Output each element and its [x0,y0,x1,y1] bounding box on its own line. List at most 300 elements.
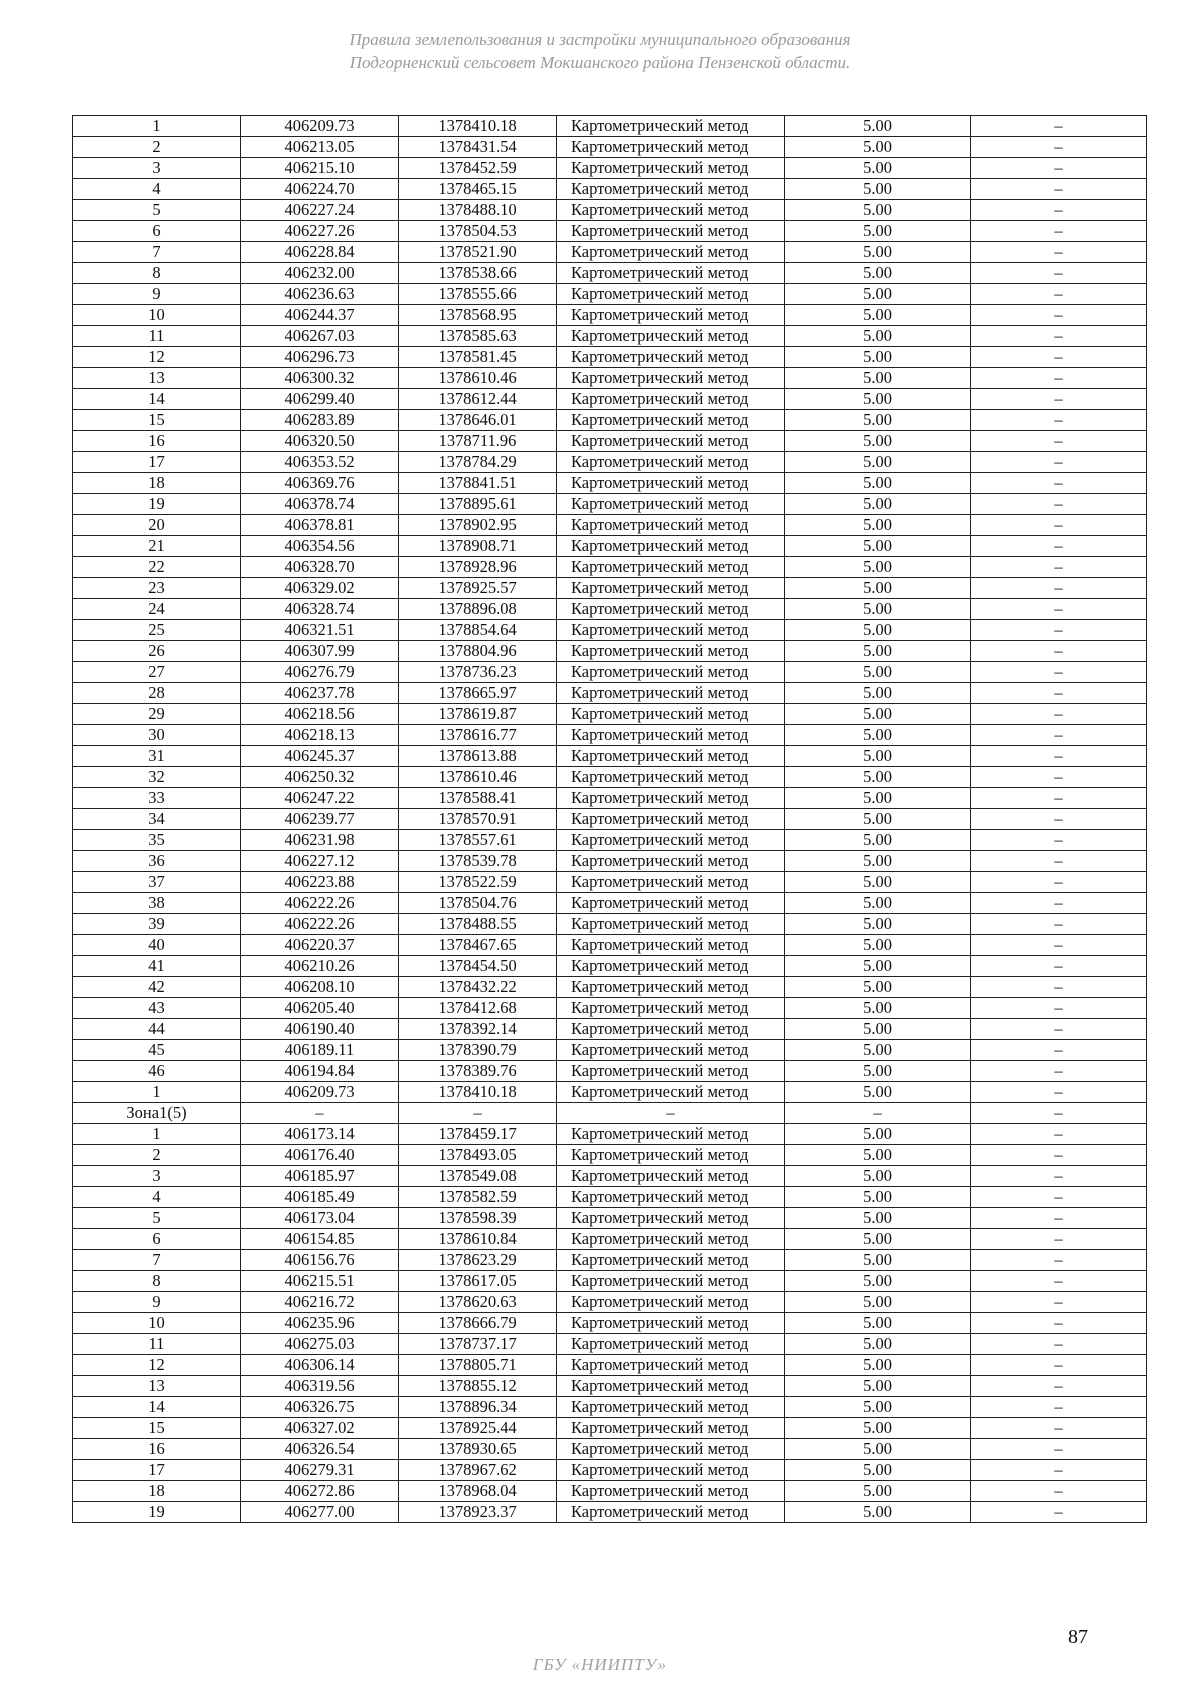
y-coordinate-cell: 1378908.71 [399,536,557,557]
point-number-cell: 40 [73,935,241,956]
table-row [73,1103,1147,1124]
table-row [73,452,1147,473]
method-cell: Картометрический метод [557,1187,785,1208]
y-coordinate-cell: 1378666.79 [399,1313,557,1334]
accuracy-cell: 5.00 [785,851,971,872]
x-coordinate-cell: 406216.72 [241,1292,399,1313]
x-coordinate-cell: 406378.74 [241,494,399,515]
accuracy-cell: 5.00 [785,1376,971,1397]
x-coordinate-cell: 406306.14 [241,1355,399,1376]
description-cell: – [971,914,1147,935]
description-cell: – [971,956,1147,977]
x-coordinate-cell: 406232.00 [241,263,399,284]
y-coordinate-cell: 1378896.08 [399,599,557,620]
method-cell: Картометрический метод [557,1502,785,1523]
table-row [73,137,1147,158]
y-coordinate-cell: 1378465.15 [399,179,557,200]
description-cell: – [971,599,1147,620]
y-coordinate-cell: 1378522.59 [399,872,557,893]
accuracy-cell: 5.00 [785,389,971,410]
accuracy-cell: 5.00 [785,956,971,977]
x-coordinate-cell: 406378.81 [241,515,399,536]
x-coordinate-cell: 406215.51 [241,1271,399,1292]
table-row [73,1040,1147,1061]
x-coordinate-cell: 406239.77 [241,809,399,830]
x-coordinate-cell: 406173.14 [241,1124,399,1145]
method-cell: Картометрический метод [557,1250,785,1271]
point-number-cell: 9 [73,284,241,305]
description-cell: – [971,1166,1147,1187]
method-cell: Картометрический метод [557,1040,785,1061]
method-cell: Картометрический метод [557,263,785,284]
y-coordinate-cell: 1378581.45 [399,347,557,368]
y-coordinate-cell: 1378582.59 [399,1187,557,1208]
point-number-cell: 32 [73,767,241,788]
x-coordinate-cell: 406272.86 [241,1481,399,1502]
description-cell: – [971,1082,1147,1103]
point-number-cell: 10 [73,1313,241,1334]
method-cell: Картометрический метод [557,662,785,683]
accuracy-cell: 5.00 [785,1124,971,1145]
table-row [73,515,1147,536]
x-coordinate-cell: 406215.10 [241,158,399,179]
accuracy-cell: 5.00 [785,578,971,599]
point-number-cell: 33 [73,788,241,809]
table-row [73,830,1147,851]
point-number-cell: 11 [73,1334,241,1355]
accuracy-cell: 5.00 [785,914,971,935]
x-coordinate-cell: 406208.10 [241,977,399,998]
method-cell: Картометрический метод [557,1397,785,1418]
table-row [73,662,1147,683]
point-number-cell: 5 [73,200,241,221]
point-number-cell: 14 [73,389,241,410]
point-number-cell: 7 [73,1250,241,1271]
method-cell: Картометрический метод [557,746,785,767]
x-coordinate-cell: – [241,1103,399,1124]
table-row [73,1019,1147,1040]
table-row [73,284,1147,305]
method-cell: Картометрический метод [557,179,785,200]
table-row [73,809,1147,830]
method-cell: Картометрический метод [557,557,785,578]
point-number-cell: 3 [73,1166,241,1187]
point-number-cell: 17 [73,452,241,473]
x-coordinate-cell: 406283.89 [241,410,399,431]
y-coordinate-cell: 1378841.51 [399,473,557,494]
table-row [73,557,1147,578]
description-cell: – [971,830,1147,851]
y-coordinate-cell: 1378389.76 [399,1061,557,1082]
accuracy-cell: 5.00 [785,1439,971,1460]
y-coordinate-cell: 1378410.18 [399,116,557,137]
x-coordinate-cell: 406189.11 [241,1040,399,1061]
y-coordinate-cell: 1378895.61 [399,494,557,515]
table-row [73,935,1147,956]
table-row [73,1292,1147,1313]
point-number-cell: 9 [73,1292,241,1313]
point-number-cell: 3 [73,158,241,179]
table-row [73,473,1147,494]
description-cell: – [971,1208,1147,1229]
table-row [73,368,1147,389]
y-coordinate-cell: 1378784.29 [399,452,557,473]
description-cell: – [971,1376,1147,1397]
y-coordinate-cell: 1378392.14 [399,1019,557,1040]
description-cell: – [971,1502,1147,1523]
description-cell: – [971,788,1147,809]
y-coordinate-cell: 1378665.97 [399,683,557,704]
page-number: 87 [1068,1626,1088,1648]
y-coordinate-cell: 1378928.96 [399,557,557,578]
method-cell: Картометрический метод [557,893,785,914]
y-coordinate-cell: 1378855.12 [399,1376,557,1397]
point-number-cell: 17 [73,1460,241,1481]
accuracy-cell: 5.00 [785,1397,971,1418]
y-coordinate-cell: 1378623.29 [399,1250,557,1271]
y-coordinate-cell: 1378588.41 [399,788,557,809]
accuracy-cell: 5.00 [785,221,971,242]
x-coordinate-cell: 406267.03 [241,326,399,347]
point-number-cell: Зона1(5) [73,1103,241,1124]
table-row [73,242,1147,263]
y-coordinate-cell: 1378555.66 [399,284,557,305]
point-number-cell: 46 [73,1061,241,1082]
point-number-cell: 12 [73,347,241,368]
table-row [73,200,1147,221]
point-number-cell: 10 [73,305,241,326]
table-row [73,1376,1147,1397]
accuracy-cell: 5.00 [785,242,971,263]
description-cell: – [971,1124,1147,1145]
method-cell: Картометрический метод [557,998,785,1019]
document-header [0,28,1200,74]
point-number-cell: 7 [73,242,241,263]
table-row [73,1271,1147,1292]
x-coordinate-cell: 406326.54 [241,1439,399,1460]
x-coordinate-cell: 406369.76 [241,473,399,494]
table-row [73,725,1147,746]
x-coordinate-cell: 406279.31 [241,1460,399,1481]
description-cell: – [971,809,1147,830]
x-coordinate-cell: 406194.84 [241,1061,399,1082]
point-number-cell: 44 [73,1019,241,1040]
method-cell: Картометрический метод [557,1334,785,1355]
x-coordinate-cell: 406222.26 [241,893,399,914]
table-row [73,683,1147,704]
method-cell: Картометрический метод [557,137,785,158]
description-cell: – [971,242,1147,263]
method-cell: Картометрический метод [557,1061,785,1082]
x-coordinate-cell: 406307.99 [241,641,399,662]
y-coordinate-cell: 1378968.04 [399,1481,557,1502]
method-cell: Картометрический метод [557,1208,785,1229]
point-number-cell: 13 [73,368,241,389]
accuracy-cell: 5.00 [785,620,971,641]
method-cell: Картометрический метод [557,830,785,851]
y-coordinate-cell: 1378504.76 [399,893,557,914]
accuracy-cell: 5.00 [785,1250,971,1271]
accuracy-cell: 5.00 [785,368,971,389]
x-coordinate-cell: 406237.78 [241,683,399,704]
accuracy-cell: 5.00 [785,431,971,452]
x-coordinate-cell: 406327.02 [241,1418,399,1439]
y-coordinate-cell: 1378610.84 [399,1229,557,1250]
table-row [73,158,1147,179]
accuracy-cell: 5.00 [785,977,971,998]
x-coordinate-cell: 406236.63 [241,284,399,305]
x-coordinate-cell: 406227.26 [241,221,399,242]
description-cell: – [971,1250,1147,1271]
x-coordinate-cell: 406276.79 [241,662,399,683]
accuracy-cell: 5.00 [785,641,971,662]
accuracy-cell: 5.00 [785,137,971,158]
x-coordinate-cell: 406231.98 [241,830,399,851]
y-coordinate-cell: 1378539.78 [399,851,557,872]
y-coordinate-cell: 1378619.87 [399,704,557,725]
table-row [73,179,1147,200]
method-cell: – [557,1103,785,1124]
x-coordinate-cell: 406176.40 [241,1145,399,1166]
method-cell: Картометрический метод [557,431,785,452]
y-coordinate-cell: 1378617.05 [399,1271,557,1292]
description-cell: – [971,431,1147,452]
method-cell: Картометрический метод [557,1481,785,1502]
method-cell: Картометрический метод [557,956,785,977]
y-coordinate-cell: 1378902.95 [399,515,557,536]
description-cell: – [971,1145,1147,1166]
method-cell: Картометрический метод [557,683,785,704]
x-coordinate-cell: 406227.12 [241,851,399,872]
point-number-cell: 1 [73,1124,241,1145]
y-coordinate-cell: 1378805.71 [399,1355,557,1376]
x-coordinate-cell: 406275.03 [241,1334,399,1355]
point-number-cell: 1 [73,116,241,137]
description-cell: – [971,704,1147,725]
y-coordinate-cell: 1378620.63 [399,1292,557,1313]
method-cell: Картометрический метод [557,1229,785,1250]
accuracy-cell: 5.00 [785,473,971,494]
method-cell: Картометрический метод [557,326,785,347]
accuracy-cell: 5.00 [785,515,971,536]
y-coordinate-cell: 1378538.66 [399,263,557,284]
x-coordinate-cell: 406224.70 [241,179,399,200]
table-row [73,1082,1147,1103]
description-cell: – [971,515,1147,536]
accuracy-cell: 5.00 [785,494,971,515]
description-cell: – [971,1229,1147,1250]
table-row [73,1145,1147,1166]
x-coordinate-cell: 406320.50 [241,431,399,452]
accuracy-cell: 5.00 [785,1313,971,1334]
y-coordinate-cell: 1378923.37 [399,1502,557,1523]
description-cell: – [971,641,1147,662]
accuracy-cell: – [785,1103,971,1124]
accuracy-cell: 5.00 [785,1019,971,1040]
table-row [73,326,1147,347]
x-coordinate-cell: 406173.04 [241,1208,399,1229]
point-number-cell: 5 [73,1208,241,1229]
x-coordinate-cell: 406277.00 [241,1502,399,1523]
method-cell: Картометрический метод [557,578,785,599]
table-row [73,536,1147,557]
header-line-2: Подгорненский сельсовет Мокшанского района Пензенской области. [349,53,851,72]
table-row [73,893,1147,914]
accuracy-cell: 5.00 [785,1481,971,1502]
method-cell: Картометрический метод [557,410,785,431]
y-coordinate-cell: 1378488.10 [399,200,557,221]
description-cell: – [971,263,1147,284]
x-coordinate-cell: 406329.02 [241,578,399,599]
point-number-cell: 25 [73,620,241,641]
method-cell: Картометрический метод [557,1292,785,1313]
method-cell: Картометрический метод [557,1145,785,1166]
accuracy-cell: 5.00 [785,683,971,704]
point-number-cell: 18 [73,1481,241,1502]
accuracy-cell: 5.00 [785,347,971,368]
y-coordinate-cell: 1378737.17 [399,1334,557,1355]
x-coordinate-cell: 406328.74 [241,599,399,620]
method-cell: Картометрический метод [557,515,785,536]
description-cell: – [971,1397,1147,1418]
table-row [73,1313,1147,1334]
x-coordinate-cell: 406185.97 [241,1166,399,1187]
point-number-cell: 27 [73,662,241,683]
method-cell: Картометрический метод [557,1439,785,1460]
accuracy-cell: 5.00 [785,1229,971,1250]
method-cell: Картометрический метод [557,725,785,746]
table-row [73,1418,1147,1439]
footer-organization: ГБУ «НИИПТУ» [532,1655,668,1674]
description-cell: – [971,389,1147,410]
method-cell: Картометрический метод [557,494,785,515]
table-row [73,410,1147,431]
x-coordinate-cell: 406328.70 [241,557,399,578]
method-cell: Картометрический метод [557,1082,785,1103]
description-cell: – [971,683,1147,704]
table-row [73,641,1147,662]
table-row [73,1250,1147,1271]
point-number-cell: 43 [73,998,241,1019]
x-coordinate-cell: 406209.73 [241,116,399,137]
table-row [73,1061,1147,1082]
point-number-cell: 18 [73,473,241,494]
table-row [73,599,1147,620]
point-number-cell: 23 [73,578,241,599]
method-cell: Картометрический метод [557,599,785,620]
method-cell: Картометрический метод [557,1355,785,1376]
accuracy-cell: 5.00 [785,935,971,956]
point-number-cell: 15 [73,1418,241,1439]
description-cell: – [971,998,1147,1019]
coordinates-table-body [73,116,1147,1523]
table-row [73,305,1147,326]
point-number-cell: 6 [73,221,241,242]
accuracy-cell: 5.00 [785,452,971,473]
method-cell: Картометрический метод [557,221,785,242]
description-cell: – [971,284,1147,305]
point-number-cell: 35 [73,830,241,851]
point-number-cell: 19 [73,494,241,515]
method-cell: Картометрический метод [557,242,785,263]
accuracy-cell: 5.00 [785,830,971,851]
y-coordinate-cell: 1378432.22 [399,977,557,998]
description-cell: – [971,620,1147,641]
y-coordinate-cell: 1378549.08 [399,1166,557,1187]
accuracy-cell: 5.00 [785,200,971,221]
table-row [73,1397,1147,1418]
table-row [73,263,1147,284]
point-number-cell: 14 [73,1397,241,1418]
accuracy-cell: 5.00 [785,536,971,557]
point-number-cell: 19 [73,1502,241,1523]
method-cell: Картометрический метод [557,1418,785,1439]
x-coordinate-cell: 406185.49 [241,1187,399,1208]
y-coordinate-cell: 1378711.96 [399,431,557,452]
x-coordinate-cell: 406321.51 [241,620,399,641]
accuracy-cell: 5.00 [785,1145,971,1166]
description-cell: – [971,1292,1147,1313]
point-number-cell: 8 [73,263,241,284]
table-row [73,1208,1147,1229]
y-coordinate-cell: 1378431.54 [399,137,557,158]
description-cell: – [971,368,1147,389]
y-coordinate-cell: 1378646.01 [399,410,557,431]
description-cell: – [971,1439,1147,1460]
description-cell: – [971,578,1147,599]
method-cell: Картометрический метод [557,473,785,494]
description-cell: – [971,1460,1147,1481]
y-coordinate-cell: 1378521.90 [399,242,557,263]
method-cell: Картометрический метод [557,1019,785,1040]
description-cell: – [971,662,1147,683]
x-coordinate-cell: 406190.40 [241,1019,399,1040]
description-cell: – [971,1418,1147,1439]
x-coordinate-cell: 406319.56 [241,1376,399,1397]
description-cell: – [971,494,1147,515]
y-coordinate-cell: 1378598.39 [399,1208,557,1229]
table-row [73,1334,1147,1355]
description-cell: – [971,158,1147,179]
method-cell: Картометрический метод [557,914,785,935]
table-row [73,998,1147,1019]
method-cell: Картометрический метод [557,452,785,473]
y-coordinate-cell: 1378736.23 [399,662,557,683]
description-cell: – [971,1334,1147,1355]
x-coordinate-cell: 406300.32 [241,368,399,389]
description-cell: – [971,1040,1147,1061]
y-coordinate-cell: 1378467.65 [399,935,557,956]
method-cell: Картометрический метод [557,704,785,725]
accuracy-cell: 5.00 [785,998,971,1019]
method-cell: Картометрический метод [557,347,785,368]
point-number-cell: 39 [73,914,241,935]
point-number-cell: 45 [73,1040,241,1061]
y-coordinate-cell: 1378454.50 [399,956,557,977]
x-coordinate-cell: 406218.56 [241,704,399,725]
accuracy-cell: 5.00 [785,767,971,788]
x-coordinate-cell: 406222.26 [241,914,399,935]
accuracy-cell: 5.00 [785,1271,971,1292]
y-coordinate-cell: 1378925.44 [399,1418,557,1439]
x-coordinate-cell: 406299.40 [241,389,399,410]
y-coordinate-cell: 1378854.64 [399,620,557,641]
point-number-cell: 30 [73,725,241,746]
point-number-cell: 4 [73,1187,241,1208]
point-number-cell: 24 [73,599,241,620]
point-number-cell: 2 [73,1145,241,1166]
y-coordinate-cell: 1378613.88 [399,746,557,767]
